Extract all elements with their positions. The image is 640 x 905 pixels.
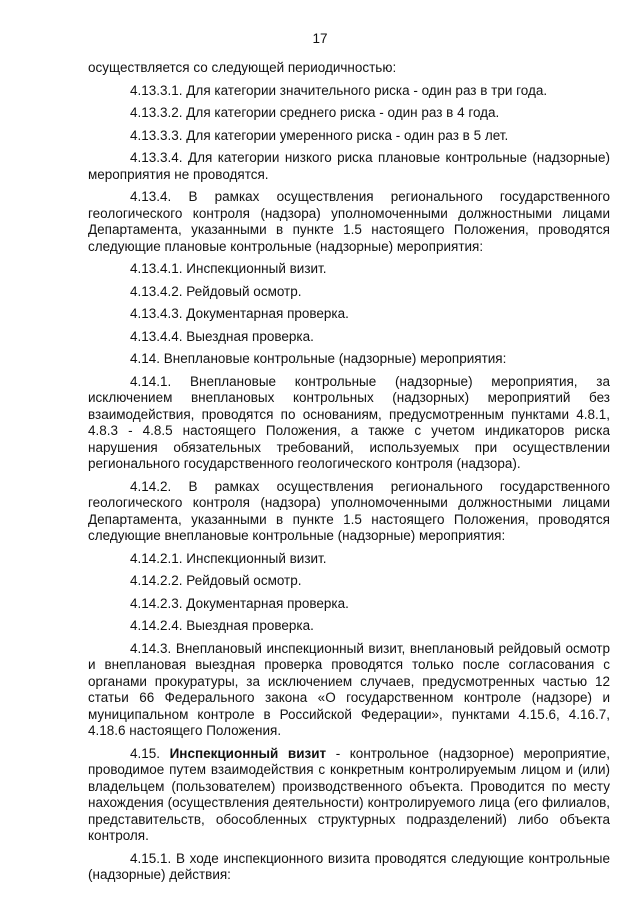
paragraph: осуществляется со следующей периодичностью: [88,60,397,75]
paragraph: 4.13.4.3. Документарная проверка. [130,306,349,321]
paragraph: 4.13.3.2. Для категории среднего риска - один раз в 4 года. [130,105,500,120]
paragraph: 4.13.3.4. Для категории низкого риска плановые контрольные (надзорные) мероприятия не проводятся. [88,150,610,182]
paragraph: 4.14.2.4. Выездная проверка. [130,618,314,633]
paragraph: 4.15.1. В ходе инспекционного визита проводятся следующие контрольные (надзорные) действия: [88,850,610,882]
paragraph: 4.14.3. Внеплановый инспекционный визит, внеплановый рейдовый осмотр и внеплановая выездная проверка проводятся только после согласования с органами прокуратуры, за исключением случаев, предусмотренных частью 12 статьи 66 Федерального закона «О государственном контроле (надзоре) и муниципальном контроле в Российской Федерации», пунктами 4.15.6, 4.16.7, 4.18.6 настоящего Положения. [88,640,610,738]
paragraph: 4.14.2.2. Рейдовый осмотр. [130,573,302,588]
paragraph: 4.13.3.3. Для категории умеренного риска - один раз в 5 лет. [130,127,509,143]
paragraph: 4.14.2. В рамках осуществления регионального государственного геологического контроля (надзора) уполномоченными должностными лицами Департамента, указанными в пункте 1.5 настоящего Положения, проводятся следующие внеплановые контрольные (надзорные) мероприятия: [88,478,610,543]
page-number: 17 [312,31,328,46]
paragraph: 4.14.1. Внеплановые контрольные (надзорные) мероприятия, за исключением внеплановых контрольных (надзорных) мероприятий без взаимодействия, проводятся по основаниям, предусмотренным пунктами 4.8.1, 4.8.3 - 4.8.5 настоящего Положения, а также с учетом индикаторов риска нарушения обязательных требований, используемых при осуществлении регионального государственного геологического контроля (надзора). [88,373,610,471]
paragraph: 4.13.4.2. Рейдовый осмотр. [130,283,302,299]
paragraph: 4.13.4. В рамках осуществления регионального государственного геологического контроля (надзора) уполномоченными должностными лицами Департамента, указанными в пункте 1.5 настоящего Положения, проводятся следующие плановые контрольные (надзорные) мероприятия: [88,189,610,254]
document-body [88,60,610,884]
term-bold: Инспекционный визит [169,745,327,761]
paragraph-text: - контрольное (надзорное) мероприятие, проводимое путем взаимодействия с конкретным контролируемым лицом и (или) владельцем (пользователем) производственного объекта. Проводится по месту нахождения (осуществления деятельности) контролируемого лица (его филиалов, представительств, обособленных структурных подразделений) либо объекта контроля. [88,745,610,843]
paragraph: 4.14.2.1. Инспекционный визит. [130,550,327,566]
paragraph: 4.13.4.4. Выездная проверка. [130,328,314,344]
paragraph: 4.13.4.1. Инспекционный визит. [130,261,327,276]
paragraph: 4.14. Внеплановые контрольные (надзорные) мероприятия: [130,351,507,366]
paragraph: 4.14.2.3. Документарная проверка. [130,595,349,611]
paragraph-prefix: 4.15. [130,745,170,761]
paragraph: 4.13.3.1. Для категории значительного риска - один раз в три года. [130,82,548,98]
paragraph [88,746,610,845]
